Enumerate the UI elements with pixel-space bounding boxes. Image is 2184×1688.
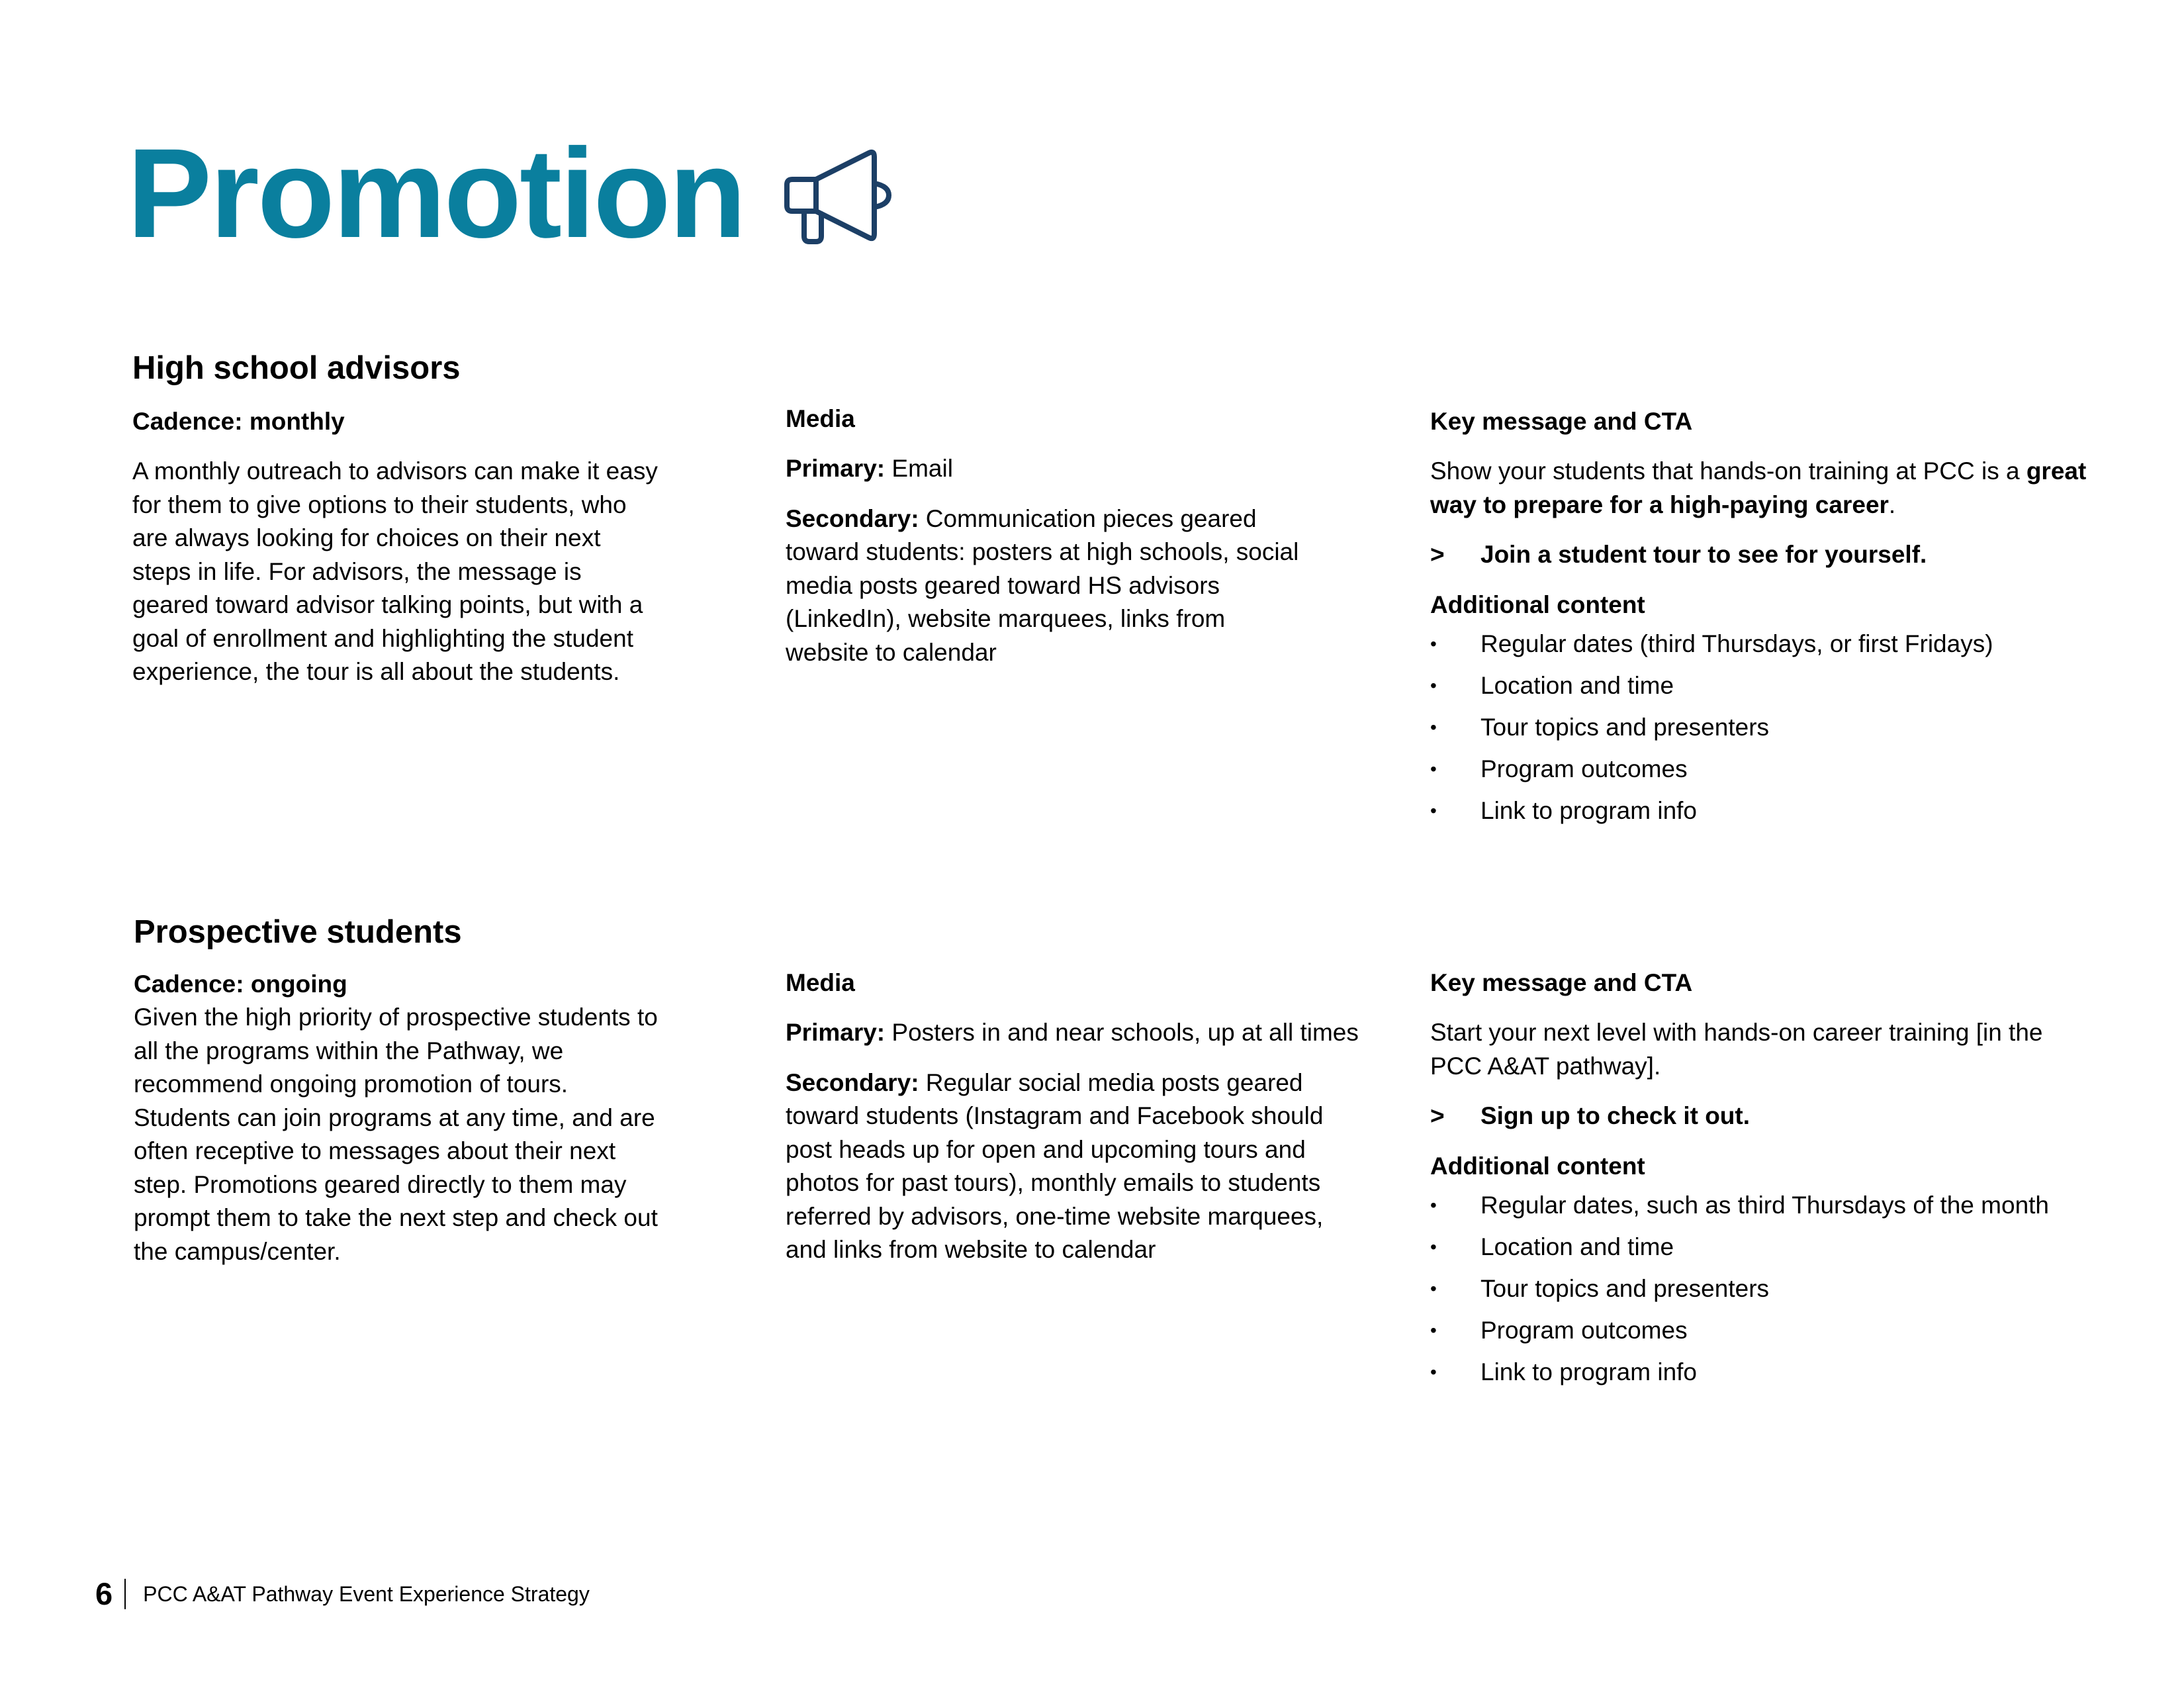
media-primary xyxy=(786,1016,1381,1050)
list-item-text: Location and time xyxy=(1480,671,1674,699)
media-label: Media xyxy=(786,969,855,996)
media-primary xyxy=(786,452,1302,486)
key-message-text-bold: great way to prepare for a high-paying career xyxy=(1430,457,2087,518)
list-item-text: Program outcomes xyxy=(1480,755,1688,782)
primary-text: Posters in and near schools, up at all times xyxy=(885,1019,1359,1046)
section-heading: High school advisors xyxy=(132,350,461,386)
list-item xyxy=(1430,1268,2099,1309)
list-item-text: Link to program info xyxy=(1480,796,1698,824)
cadence-description: Given the high priority of prospective students to all the programs within the Pathway, we recommend ongoing promotion of tours. Students can join programs at any time, and are often receptive to messages about their next step. Promotions geared directly to them may prompt them to take the next step and check out the campus/center. xyxy=(134,1004,658,1265)
list-item xyxy=(1430,1226,2099,1268)
bullet-icon: • xyxy=(1430,800,1437,821)
key-message-label: Key message and CTA xyxy=(1430,408,1693,435)
media-secondary xyxy=(786,1066,1368,1267)
bullet-icon: • xyxy=(1430,1278,1437,1299)
bullet-icon: • xyxy=(1430,1361,1437,1382)
secondary-label: Secondary: xyxy=(786,1068,919,1096)
cadence-description: A monthly outreach to advisors can make it easy for them to give options to their students, who are always looking for choices on their next steps in life. For advisors, the message is geared toward advisor talking points, but with a goal of enrollment and highlighting the student experience, the tour is all about the students. xyxy=(132,457,658,685)
media-column xyxy=(786,402,1302,669)
additional-content-label: Additional content xyxy=(1430,590,1645,618)
media-secondary xyxy=(786,502,1302,670)
secondary-text: Regular social media posts geared toward students (Instagram and Facebook should post heads up for open and upcoming tours and photos for past tours), monthly emails to students referred by advisors, one-time website marquees, and links from website to calendar xyxy=(786,1068,1324,1263)
additional-content-label: Additional content xyxy=(1430,1152,1645,1180)
document-title: PCC A&AT Pathway Event Experience Strategy xyxy=(143,1582,590,1606)
list-item-text: Regular dates, such as third Thursdays of the month xyxy=(1480,1191,2050,1219)
section-heading: Prospective students xyxy=(134,914,462,950)
additional-content-list xyxy=(1430,623,2092,831)
key-message-text-before: Show your students that hands-on training at PCC is a xyxy=(1430,457,2026,485)
additional-content-list xyxy=(1430,1184,2099,1393)
list-item xyxy=(1430,790,2092,831)
cadence-column xyxy=(134,968,663,1268)
primary-label: Primary: xyxy=(786,1019,886,1046)
list-item xyxy=(1430,1184,2099,1226)
media-label: Media xyxy=(786,405,855,432)
cta-arrow-icon: > xyxy=(1430,1102,1445,1129)
cadence-column xyxy=(132,405,662,689)
page-title: Promotion xyxy=(127,122,745,264)
cta-arrow-icon: > xyxy=(1430,541,1445,568)
bullet-icon: • xyxy=(1430,758,1437,779)
key-message-text-after: . xyxy=(1888,491,1896,518)
page-header xyxy=(127,120,895,266)
list-item xyxy=(1430,623,2092,665)
page-footer xyxy=(95,1575,590,1613)
cta-text: Sign up to check it out. xyxy=(1480,1102,1750,1129)
primary-label: Primary: xyxy=(786,455,886,482)
secondary-label: Secondary: xyxy=(786,504,919,532)
bullet-icon: • xyxy=(1430,675,1437,696)
key-message-column xyxy=(1430,405,2092,831)
key-message-text xyxy=(1430,1016,2099,1083)
cadence-label: Cadence: monthly xyxy=(132,408,345,435)
list-item-text: Location and time xyxy=(1480,1233,1674,1260)
key-message-text xyxy=(1430,455,2092,522)
list-item xyxy=(1430,748,2092,790)
bullet-icon: • xyxy=(1430,716,1437,737)
megaphone-icon xyxy=(782,145,895,244)
bullet-icon: • xyxy=(1430,1236,1437,1257)
key-message-label: Key message and CTA xyxy=(1430,969,1693,996)
list-item-text: Program outcomes xyxy=(1480,1316,1688,1344)
cadence-label: Cadence: ongoing xyxy=(134,970,347,998)
list-item xyxy=(1430,665,2092,706)
footer-divider xyxy=(124,1579,126,1609)
secondary-text: Communication pieces geared toward students: posters at high schools, social media posts geared toward HS advisors (LinkedIn), website marquees, links from website to calendar xyxy=(786,504,1299,666)
list-item-text: Regular dates (third Thursdays, or first Fridays) xyxy=(1480,630,1993,657)
cta-text: Join a student tour to see for yourself. xyxy=(1480,541,1927,568)
list-item-text: Tour topics and presenters xyxy=(1480,1274,1770,1302)
cta-line xyxy=(1430,538,2092,572)
bullet-icon: • xyxy=(1430,633,1437,654)
list-item-text: Tour topics and presenters xyxy=(1480,713,1770,741)
list-item xyxy=(1430,706,2092,748)
media-column xyxy=(786,966,1381,1267)
list-item xyxy=(1430,1351,2099,1393)
page-number: 6 xyxy=(95,1576,113,1611)
cta-line xyxy=(1430,1100,2099,1133)
bullet-icon: • xyxy=(1430,1194,1437,1215)
list-item xyxy=(1430,1309,2099,1351)
list-item-text: Link to program info xyxy=(1480,1358,1698,1385)
key-message-column xyxy=(1430,966,2099,1393)
key-message-text-before: Start your next level with hands-on career training [in the PCC A&AT pathway]. xyxy=(1430,1019,2043,1080)
bullet-icon: • xyxy=(1430,1319,1437,1340)
primary-text: Email xyxy=(885,455,953,482)
